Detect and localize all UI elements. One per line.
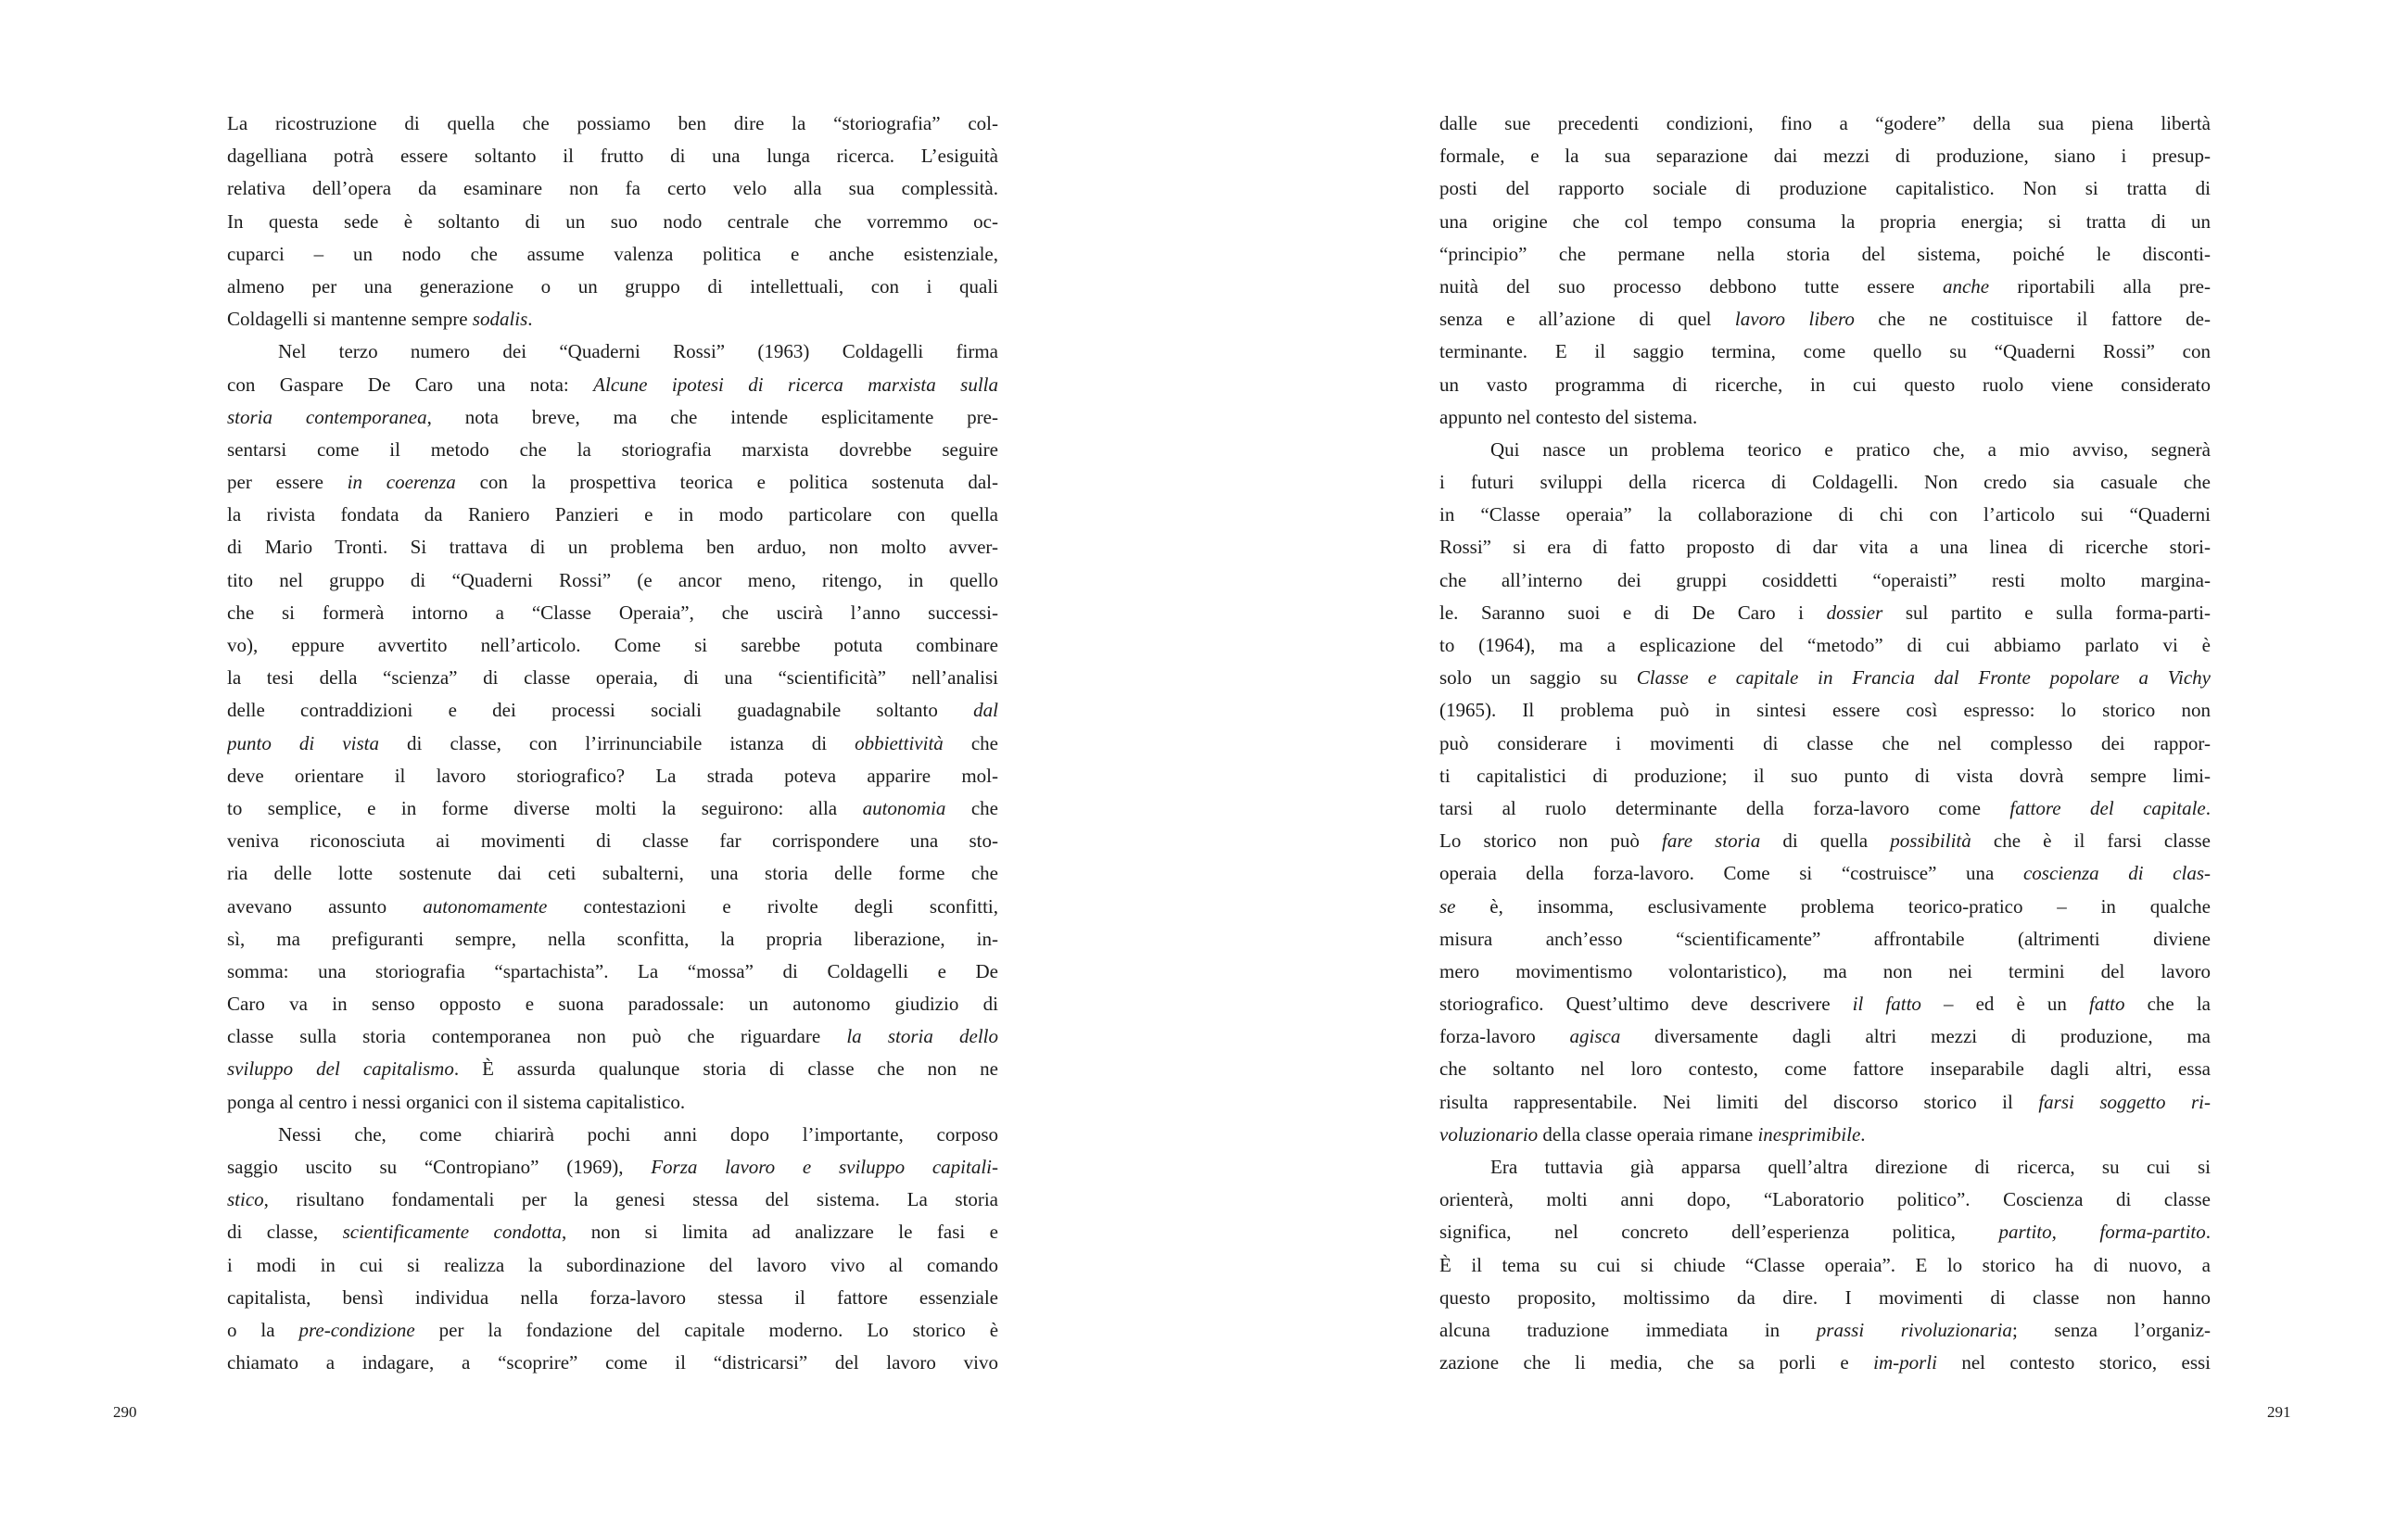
page-left-text-column [227,108,998,1379]
page-number-left: 290 [113,1403,137,1421]
italic-phrase: dossier [1826,601,1883,624]
italic-phrase: prassi rivoluzionaria [1816,1318,2012,1341]
italic-phrase: inesprimibile [1757,1122,1861,1146]
text-line: senza e all’azione di quel lavoro libero che ne costituisce il fattore de- [1439,308,2211,331]
text-line: orienterà, molti anni dopo, “Laboratorio politico”. Coscienza di classe [1439,1188,2211,1211]
italic-phrase: storia contemporanea [227,405,427,428]
italic-phrase: sodalis [472,308,528,331]
text-line: mero movimentismo volontaristico), ma non nei termini del lavoro [1439,959,2211,982]
text-line: zazione che li media, che sa porli e im-porli nel contesto storico, essi [1439,1351,2211,1374]
text-line: veniva riconosciuta ai movimenti di classe far corrispondere una sto- [227,829,998,853]
text-line: sì, ma prefiguranti sempre, nella sconfitta, la propria liberazione, in- [227,927,998,950]
text-line: o la pre-condizione per la fondazione del capitale moderno. Lo storico è [227,1318,998,1341]
italic-phrase: Forza lavoro e sviluppo capitali- [651,1156,998,1178]
text-line: Nessi che, come chiarirà pochi anni dopo l’importante, corposo [278,1122,998,1146]
italic-phrase: pre-condizione [298,1318,415,1341]
paragraph [227,336,998,1119]
text-line: alcuna traduzione immediata in prassi rivoluzionaria; senza l’organiz- [1439,1318,2211,1341]
text-line: to (1964), ma a esplicazione del “metodo” di cui abbiamo parlato vi è [1439,634,2211,656]
text-line: avevano assunto autonomamente contestazioni e rivolte degli sconfitti, [227,894,998,918]
page-right-text-column [1439,108,2211,1379]
italic-phrase: coscienza di clas- [2022,862,2211,885]
text-line: forza-lavoro agisca diversamente dagli altri mezzi di produzione, ma [1439,1025,2211,1048]
text-line: i modi in cui si realizza la subordinazione del lavoro vivo al comando [227,1253,998,1276]
text-line: appunto nel contesto del sistema. [1439,405,1698,428]
italic-phrase: fare storia [1662,829,1761,853]
text-line: la tesi della “scienza” di classe operaia, di una “scientificità” nell’analisi [227,666,998,690]
italic-phrase: autonomia [862,796,946,819]
text-line: se è, insomma, esclusivamente problema teorico-pratico – in qualche [1439,894,2211,918]
italic-phrase: Alcune ipotesi di ricerca marxista sulla [593,373,998,396]
text-line: terminante. E il saggio termina, come quello su “Quaderni Rossi” con [1439,340,2211,363]
text-line: ponga al centro i nessi organici con il sistema capitalistico. [227,1090,686,1113]
text-line: dalle sue precedenti condizioni, fino a “godere” della sua piena libertà [1439,112,2211,134]
text-line: to semplice, e in forme diverse molti la seguirono: alla autonomia che [227,796,998,819]
paragraph [1439,1151,2211,1379]
text-line: cuparci – un nodo che assume valenza politica e anche esistenziale, [227,242,998,265]
text-line: può considerare i movimenti di classe che nel complesso dei rappor- [1439,731,2211,754]
italic-phrase: agisca [1569,1025,1621,1048]
paragraph [1439,434,2211,1151]
text-line: sviluppo del capitalismo. È assurda qualunque storia di classe che non ne [227,1057,998,1081]
text-line: ti capitalistici di produzione; il suo punto di vista dovrà sempre limi- [1439,764,2211,787]
text-line: Lo storico non può fare storia di quella possibilità che è il farsi classe [1439,829,2211,853]
text-line: posti del rapporto sociale di produzione capitalistico. Non si tratta di [1439,177,2211,200]
italic-phrase: partito, forma-partito [1998,1221,2206,1244]
text-line: voluzionario della classe operaia rimane inesprimibile. [1439,1122,1866,1146]
text-line: in “Classe operaia” la collaborazione di chi con l’articolo sui “Quaderni [1439,503,2211,526]
text-line: storia contemporanea, nota breve, ma che intende esplicitamente pre- [227,405,998,428]
text-line: per essere in coerenza con la prospettiva teorica e politica sostenuta dal- [227,471,998,494]
italic-phrase: il fatto [1852,993,1921,1016]
italic-phrase: la storia dello [846,1025,998,1048]
text-line: Caro va in senso opposto e suona paradossale: un autonomo giudizio di [227,993,998,1016]
italic-phrase: Classe e capitale in Francia dal Fronte popolare a Vichy [1636,666,2211,690]
italic-phrase: possibilità [1890,829,1971,853]
text-line: relativa dell’opera da esaminare non fa certo velo alla sua complessità. [227,177,998,200]
text-line: risulta rappresentabile. Nei limiti del discorso storico il farsi soggetto ri- [1439,1090,2211,1113]
text-line: saggio uscito su “Contropiano” (1969), Forza lavoro e sviluppo capitali- [227,1156,998,1178]
text-line: “principio” che permane nella storia del sistema, poiché le disconti- [1439,242,2211,265]
paragraph [1439,108,2211,434]
text-line: la rivista fondata da Raniero Panzieri e in modo particolare con quella [227,503,998,526]
text-line: che all’interno dei gruppi cosiddetti “operaisti” resti molto margina- [1439,568,2211,591]
text-line: solo un saggio su Classe e capitale in Francia dal Fronte popolare a Vichy [1439,666,2211,690]
text-line: punto di vista di classe, con l’irrinunciabile istanza di obbiettività che [227,731,998,754]
italic-phrase: lavoro libero [1734,308,1855,331]
text-line: un vasto programma di ricerche, in cui questo ruolo viene considerato [1439,373,2211,396]
text-line: (1965). Il problema può in sintesi essere così espresso: lo storico non [1439,699,2211,722]
italic-phrase: im-porli [1873,1351,1937,1374]
text-line: vo), eppure avvertito nell’articolo. Come si sarebbe potuta combinare [227,634,998,656]
text-line: questo proposito, moltissimo da dire. I movimenti di classe non hanno [1439,1285,2211,1309]
italic-phrase: obbiettività [855,731,944,754]
text-line: chiamato a indagare, a “scoprire” come il “districarsi” del lavoro vivo [227,1351,998,1374]
italic-phrase: voluzionario [1439,1122,1539,1146]
paragraph [227,108,998,336]
italic-phrase: punto di vista [227,731,379,754]
italic-phrase: scientificamente condotta [342,1221,562,1244]
italic-phrase: fattore del capitale [2009,796,2206,819]
italic-phrase: fatto [2088,993,2125,1016]
page-number-right: 291 [2267,1403,2291,1421]
text-line: deve orientare il lavoro storiografico? La strada poteva apparire mol- [227,764,998,787]
text-line: Rossi” si era di fatto proposto di dar vita a una linea di ricerche stori- [1439,536,2211,559]
text-line: i futuri sviluppi della ricerca di Coldagelli. Non credo sia casuale che [1439,471,2211,494]
text-line: che si formerà intorno a “Classe Operaia”, che uscirà l’anno successi- [227,601,998,624]
italic-phrase: autonomamente [423,894,548,918]
paragraph [227,1119,998,1380]
italic-phrase: farsi soggetto ri- [2038,1090,2211,1113]
text-line: delle contraddizioni e dei processi sociali guadagnabile soltanto dal [227,699,998,722]
text-line: almeno per una generazione o un gruppo di intellettuali, con i quali [227,274,998,298]
text-line: È il tema su cui si chiude “Classe operaia”. E lo storico ha di nuovo, a [1439,1253,2211,1276]
text-line: tito nel gruppo di “Quaderni Rossi” (e ancor meno, ritengo, in quello [227,568,998,591]
text-line: le. Saranno suoi e di De Caro i dossier sul partito e sulla forma-parti- [1439,601,2211,624]
text-line: ria delle lotte sostenute dai ceti subalterni, una storia delle forme che [227,862,998,885]
text-line: capitalista, bensì individua nella forza-lavoro stessa il fattore essenziale [227,1285,998,1309]
italic-phrase: dal [973,699,998,722]
text-line: somma: una storiografia “spartachista”. La “mossa” di Coldagelli e De [227,959,998,982]
text-line: sentarsi come il metodo che la storiografia marxista dovrebbe seguire [227,437,998,461]
text-line: Era tuttavia già apparsa quell’altra direzione di ricerca, su cui si [1490,1156,2211,1178]
italic-phrase: se [1439,894,1456,918]
italic-phrase: stico [227,1188,264,1211]
text-line: che soltanto nel loro contesto, come fattore inseparabile dagli altri, essa [1439,1057,2211,1081]
text-line: La ricostruzione di quella che possiamo ben dire la “storiografia” col- [227,112,998,134]
text-line: stico, risultano fondamentali per la genesi stessa del sistema. La storia [227,1188,998,1211]
text-line: con Gaspare De Caro una nota: Alcune ipotesi di ricerca marxista sulla [227,373,998,396]
text-line: In questa sede è soltanto di un suo nodo centrale che vorremmo oc- [227,209,998,233]
text-line: significa, nel concreto dell’esperienza politica, partito, forma-partito. [1439,1221,2211,1244]
text-line: misura anch’esso “scientificamente” affrontabile (altrimenti diviene [1439,927,2211,950]
italic-phrase: in coerenza [347,471,456,494]
text-line: storiografico. Quest’ultimo deve descrivere il fatto – ed è un fatto che la [1439,993,2211,1016]
text-line: tarsi al ruolo determinante della forza-lavoro come fattore del capitale. [1439,796,2211,819]
text-line: formale, e la sua separazione dai mezzi di produzione, siano i presup- [1439,145,2211,168]
text-line: una origine che col tempo consuma la propria energia; si tratta di un [1439,209,2211,233]
text-line: di classe, scientificamente condotta, non si limita ad analizzare le fasi e [227,1221,998,1244]
text-line: dagelliana potrà essere soltanto il frutto di una lunga ricerca. L’esiguità [227,145,998,168]
text-line: Coldagelli si mantenne sempre sodalis. [227,308,533,331]
italic-phrase: anche [1942,274,1990,298]
italic-phrase: sviluppo del capitalismo [227,1057,454,1081]
text-line: nuità del suo processo debbono tutte essere anche riportabili alla pre- [1439,274,2211,298]
text-line: Qui nasce un problema teorico e pratico che, a mio avviso, segnerà [1490,437,2211,461]
text-line: classe sulla storia contemporanea non può che riguardare la storia dello [227,1025,998,1048]
text-line: operaia della forza-lavoro. Come si “costruisce” una coscienza di clas- [1439,862,2211,885]
text-line: di Mario Tronti. Si trattava di un problema ben arduo, non molto avver- [227,536,998,559]
text-line: Nel terzo numero dei “Quaderni Rossi” (1963) Coldagelli firma [278,340,998,363]
